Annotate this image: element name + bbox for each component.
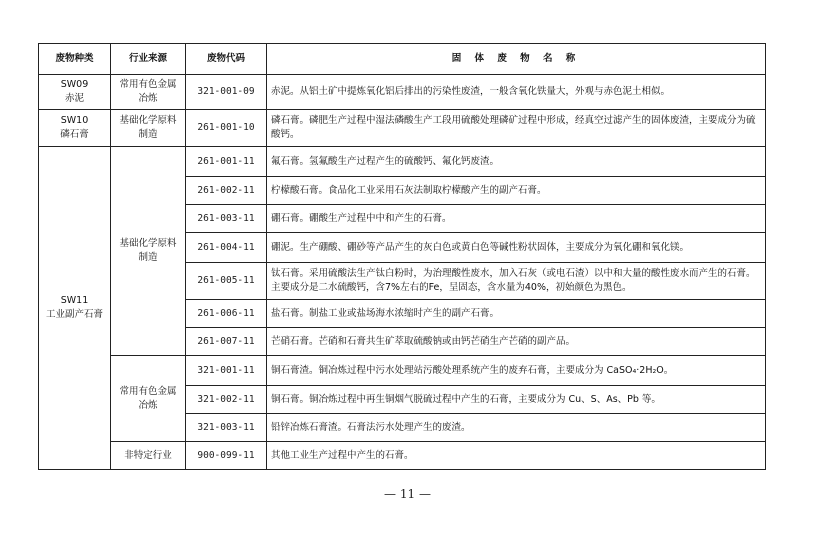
table-row bbox=[39, 356, 766, 386]
cell-name: 磷石膏。磷肥生产过程中湿法磷酸生产工段用硫酸处理磷矿过程中形成，经真空过滤产生的固体废渣，主要成分为硫酸钙。 bbox=[267, 110, 766, 147]
cell-name: 铅锌冶炼石膏渣。石膏法污水处理产生的废渣。 bbox=[267, 414, 766, 442]
solid-waste-table bbox=[38, 43, 766, 470]
table-row bbox=[39, 442, 766, 470]
cell-category: SW10 磷石膏 bbox=[39, 110, 111, 147]
cell-industry: 非特定行业 bbox=[111, 442, 186, 470]
cell-code: 261-001-10 bbox=[186, 110, 267, 147]
cell-industry: 常用有色金属 冶炼 bbox=[111, 75, 186, 110]
cell-name: 钛石膏。采用硫酸法生产钛白粉时，为治理酸性废水，加入石灰（或电石渣）以中和大量的酸性废水而产生的石膏。主要成分是二水硫酸钙，含7%左右的Fe，呈固态，含水量为40%，初始颜色为黑色。 bbox=[267, 263, 766, 300]
cell-name: 赤泥。从铝土矿中提炼氧化铝后排出的污染性废渣，一般含氧化铁量大，外观与赤色泥土相似。 bbox=[267, 75, 766, 110]
cell-code: 261-002-11 bbox=[186, 177, 267, 205]
cell-code: 261-006-11 bbox=[186, 300, 267, 328]
header-waste-category: 废物种类 bbox=[39, 44, 111, 75]
table-row bbox=[39, 147, 766, 177]
cell-code: 900-099-11 bbox=[186, 442, 267, 470]
table-row bbox=[39, 75, 766, 110]
header-waste-name: 固 体 废 物 名 称 bbox=[267, 44, 766, 75]
cell-code: 261-001-11 bbox=[186, 147, 267, 177]
cell-code: 261-007-11 bbox=[186, 328, 267, 356]
cell-name: 硼石膏。硼酸生产过程中中和产生的石膏。 bbox=[267, 205, 766, 233]
cell-code: 321-001-11 bbox=[186, 356, 267, 386]
cell-name: 铜石膏。铜冶炼过程中再生铜烟气脱硫过程中产生的石膏，主要成分为 Cu、S、As、Pb 等。 bbox=[267, 386, 766, 414]
cell-category: SW09 赤泥 bbox=[39, 75, 111, 110]
header-row bbox=[39, 44, 766, 75]
cell-industry: 基础化学原料 制造 bbox=[111, 147, 186, 356]
cell-code: 261-003-11 bbox=[186, 205, 267, 233]
cell-code: 261-005-11 bbox=[186, 263, 267, 300]
cell-code: 261-004-11 bbox=[186, 233, 267, 263]
cell-code: 321-002-11 bbox=[186, 386, 267, 414]
cell-name: 柠檬酸石膏。食品化工业采用石灰法制取柠檬酸产生的副产石膏。 bbox=[267, 177, 766, 205]
table-row bbox=[39, 110, 766, 147]
cell-name: 盐石膏。制盐工业或盐场海水浓缩时产生的副产石膏。 bbox=[267, 300, 766, 328]
header-industry-source: 行业来源 bbox=[111, 44, 186, 75]
cell-industry: 常用有色金属 冶炼 bbox=[111, 356, 186, 442]
cell-category: SW11 工业副产石膏 bbox=[39, 147, 111, 470]
cell-industry: 基础化学原料 制造 bbox=[111, 110, 186, 147]
cell-name: 铜石膏渣。铜冶炼过程中污水处理站污酸处理系统产生的废弃石膏，主要成分为 CaSO₄·2H₂O。 bbox=[267, 356, 766, 386]
cell-code: 321-003-11 bbox=[186, 414, 267, 442]
cell-name: 氟石膏。氢氟酸生产过程产生的硫酸钙、氟化钙废渣。 bbox=[267, 147, 766, 177]
cell-code: 321-001-09 bbox=[186, 75, 267, 110]
cell-name: 芒硝石膏。芒硝和石膏共生矿萃取硫酸钠或由钙芒硝生产芒硝的副产品。 bbox=[267, 328, 766, 356]
cell-name: 硼泥。生产硼酸、硼砂等产品产生的灰白色或黄白色等碱性粉状固体，主要成分为氧化硼和氧化镁。 bbox=[267, 233, 766, 263]
cell-name: 其他工业生产过程中产生的石膏。 bbox=[267, 442, 766, 470]
page-number: — 11 — bbox=[384, 487, 431, 501]
header-waste-code: 废物代码 bbox=[186, 44, 267, 75]
